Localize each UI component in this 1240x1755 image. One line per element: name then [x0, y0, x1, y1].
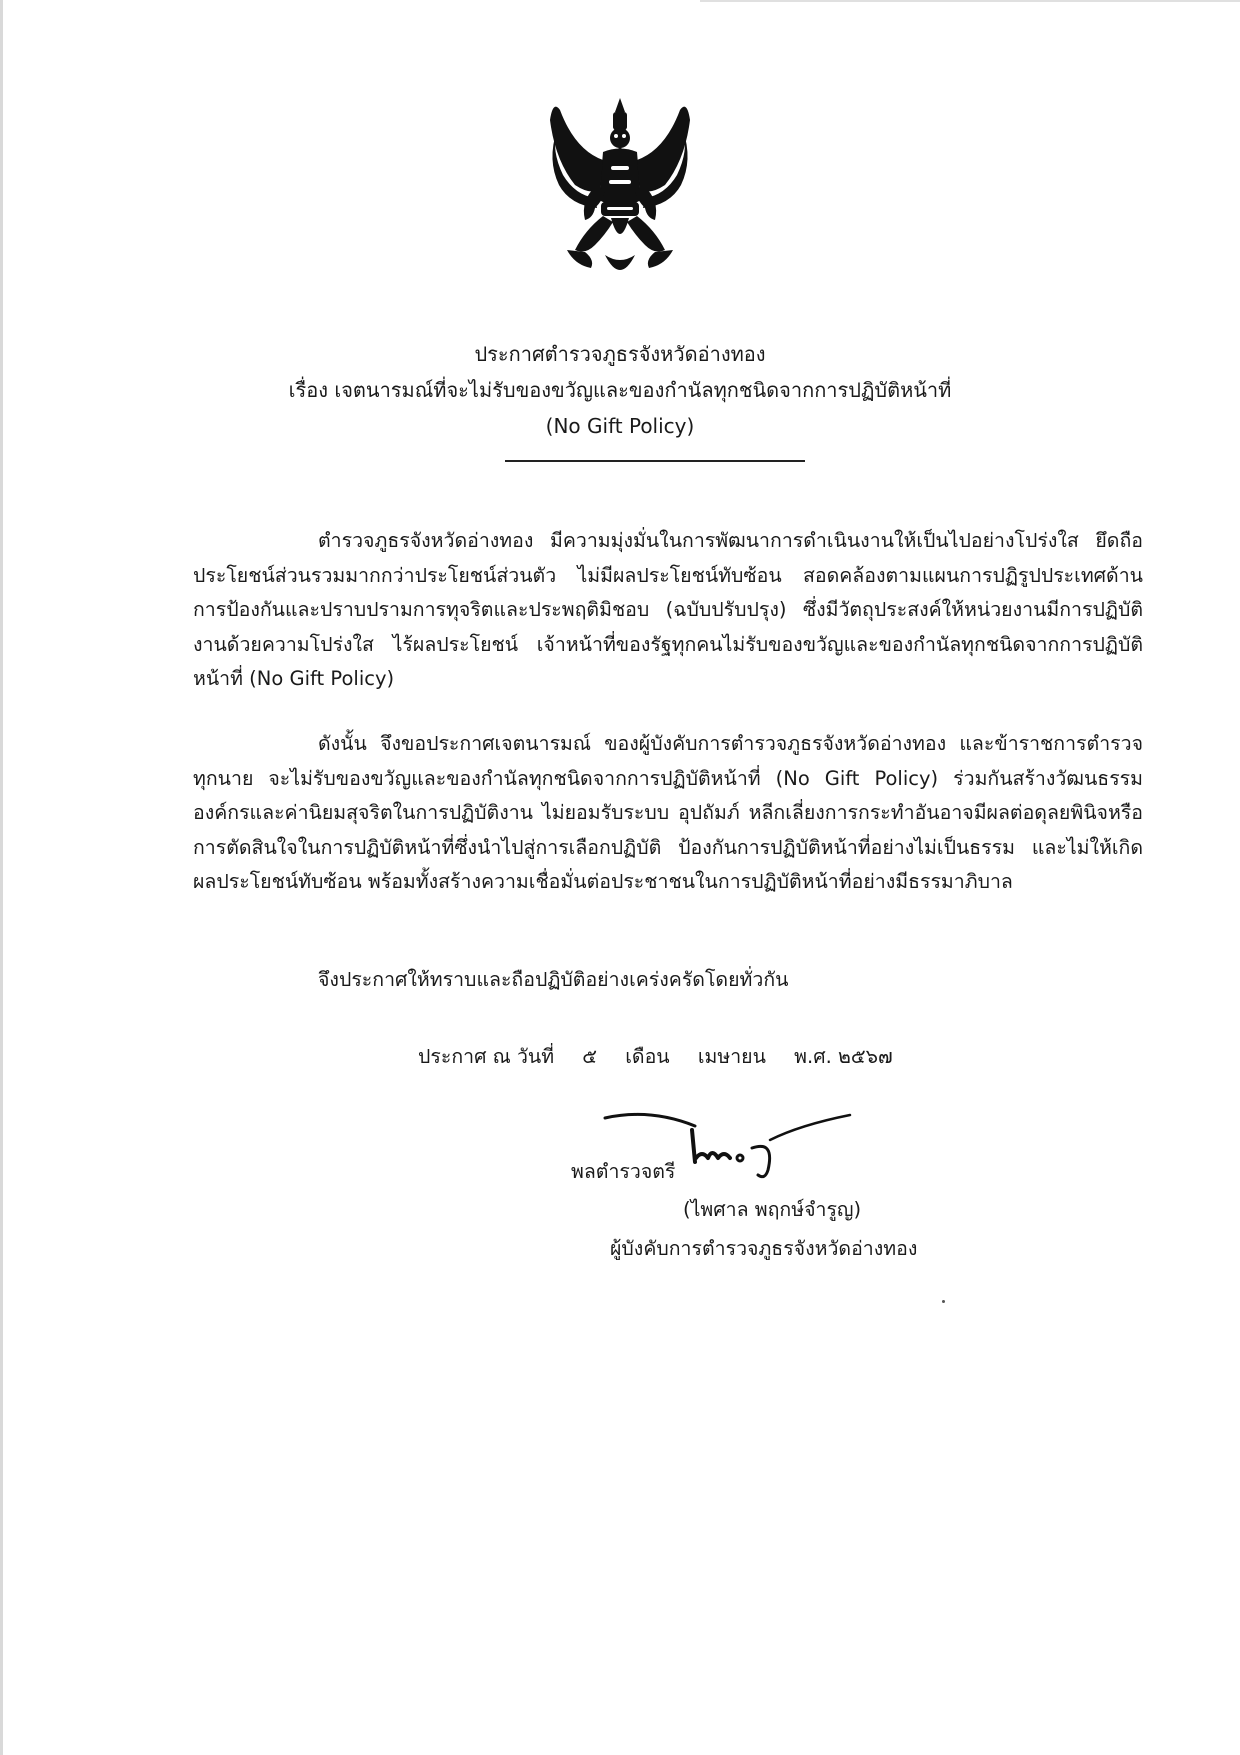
announcement-date [418, 1040, 915, 1074]
body-paragraph-2: ดังนั้น จึงขอประกาศเจตนารมณ์ ของผู้บังคับการตำรวจภูธรจังหวัดอ่างทอง และข้าราชการตำรวจทุกนาย จะไม่รับของขวัญและของกำนัลทุกชนิดจากการปฏิบัติหน้าที่ (No Gift Policy) ร่วมกันสร้างวัฒนธรรมองค์กรและค่านิยมสุจริตในการปฏิบัติงาน ไม่ยอมรับระบบ อุปถัมภ์ หลีกเลี่ยงการกระทำอันอาจมีผลต่อดุลยพินิจหรือการตัดสินใจในการปฏิบัติหน้าที่ซึ่งนำไปสู่การเลือกปฏิบัติ ป้องกันการปฏิบัติหน้าที่อย่างไม่เป็นธรรม และไม่ให้เกิดผลประโยชน์ทับซ้อน พร้อมทั้งสร้างความเชื่อมั่นต่อประชาชนในการปฏิบัติหน้าที่อย่างมีธรรมาภิบาล [193, 732, 1143, 893]
date-prefix: ประกาศ ณ วันที่ [418, 1045, 555, 1068]
signatory-position: ผู้บังคับการตำรวจภูธรจังหวัดอ่างทอง [610, 1237, 918, 1260]
date-year: พ.ศ. ๒๕๖๗ [794, 1045, 893, 1068]
garuda-emblem-icon [545, 90, 695, 290]
scan-edge-top [700, 0, 1240, 2]
signatory-name: (ไพศาล พฤกษ์จำรูญ) [683, 1198, 862, 1221]
date-month: เมษายน [697, 1045, 766, 1068]
body-paragraph-1: ตำรวจภูธรจังหวัดอ่างทอง มีความมุ่งมั่นในการพัฒนาการดำเนินงานให้เป็นไปอย่างโปร่งใส ยึดถือประโยชน์ส่วนรวมมากกว่าประโยชน์ส่วนตัว ไม่มีผลประโยชน์ทับซ้อน สอดคล้องตามแผนการปฏิรูปประเทศด้านการป้องกันและปราบปรามการทุจริตและประพฤติมิชอบ (ฉบับปรับปรุง) ซึ่งมีวัตถุประสงค์ให้หน่วยงานมีการปฏิบัติงานด้วยความโปร่งใส ไร้ผลประโยชน์ เจ้าหน้าที่ของรัฐทุกคนไม่รับของขวัญและของกำนัลทุกชนิดจากการปฏิบัติหน้าที่ (No Gift Policy) [193, 529, 1143, 690]
policy-name: (No Gift Policy) [545, 414, 695, 438]
announcement-subject: เรื่อง เจตนารมณ์ที่จะไม่รับของขวัญและของกำนัลทุกชนิดจากการปฏิบัติหน้าที่ [288, 378, 952, 402]
announcement-issuer: ประกาศตำรวจภูธรจังหวัดอ่างทอง [474, 342, 766, 366]
closing-statement: จึงประกาศให้ทราบและถือปฏิบัติอย่างเคร่งครัดโดยทั่วกัน [318, 968, 789, 991]
date-month-label: เดือน [625, 1045, 670, 1068]
date-day: ๕ [582, 1045, 598, 1068]
signatory-rank: พลตำรวจตรี [571, 1160, 676, 1183]
scan-speck [942, 1300, 945, 1303]
scan-edge-left [0, 0, 3, 1755]
title-underline [505, 460, 805, 462]
